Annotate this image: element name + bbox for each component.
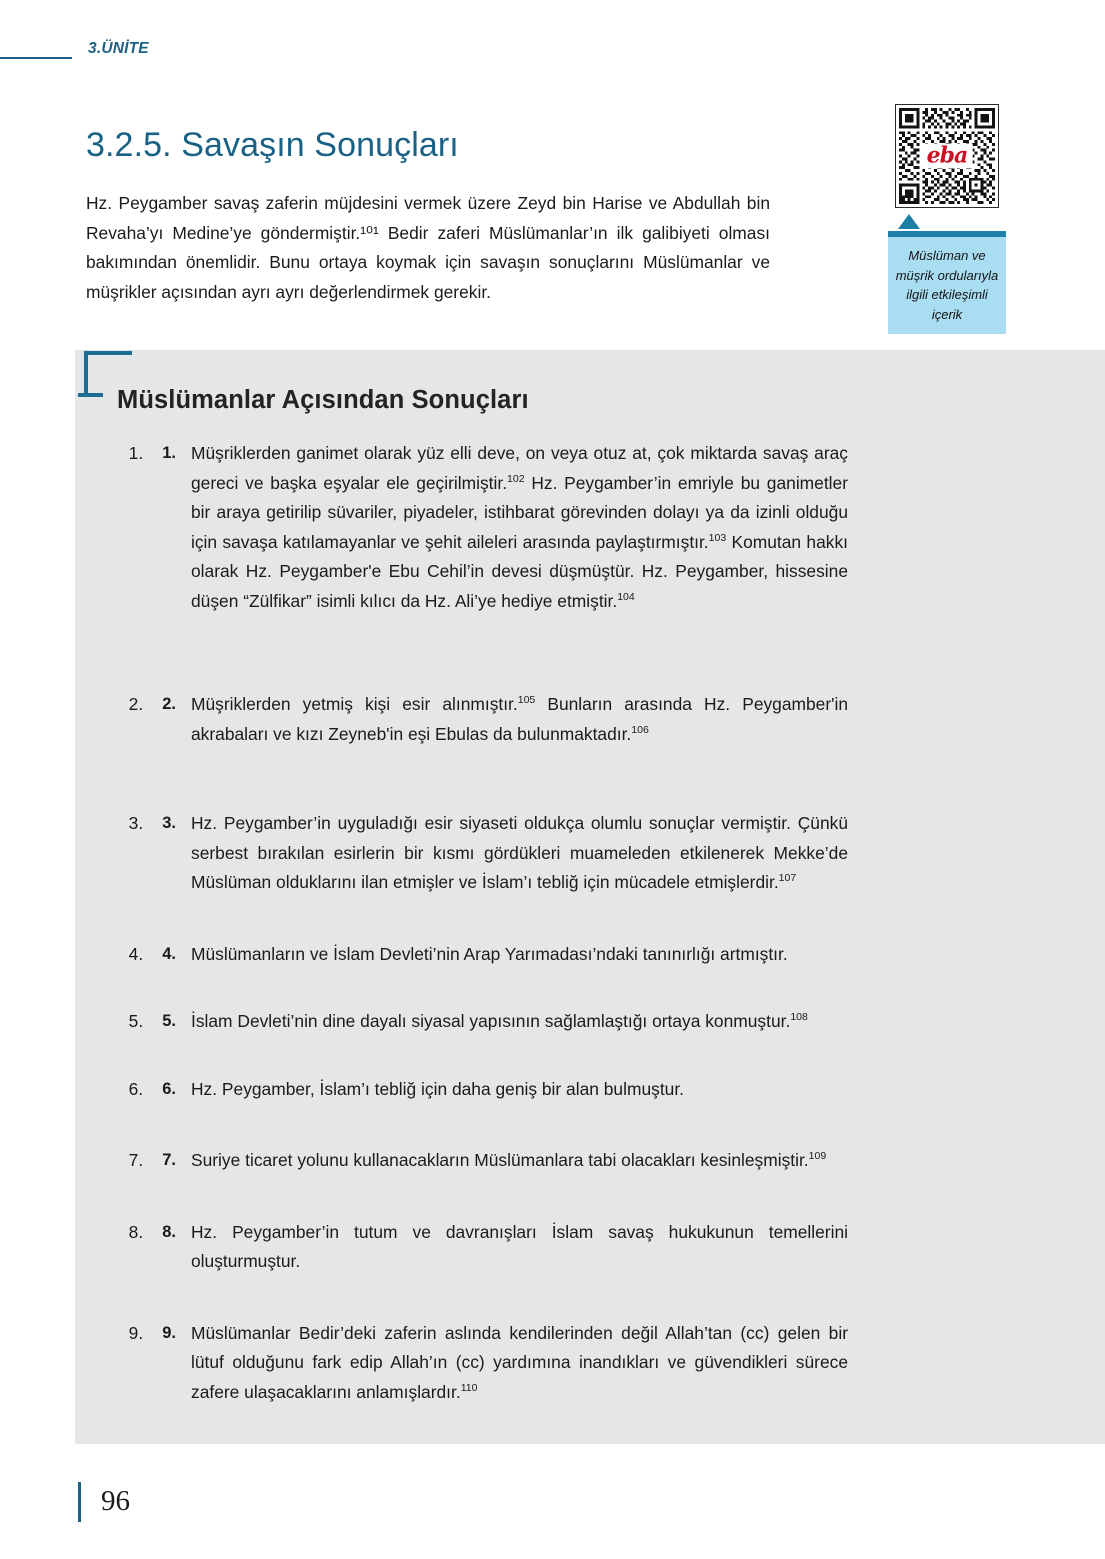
list-item <box>148 1146 848 1176</box>
running-head-rule <box>0 57 72 59</box>
bracket-top-rule <box>84 351 132 355</box>
footnote-marker: 109 <box>808 1150 827 1163</box>
bracket-foot-rule <box>78 393 103 397</box>
eba-logo: eba <box>922 144 973 169</box>
list-item <box>148 690 848 749</box>
list-item-number: 7. 7. <box>162 1151 176 1169</box>
callout-pointer-icon <box>898 214 920 229</box>
list-item-number: 4. 4. <box>162 944 176 963</box>
bracket-left-rule <box>84 351 88 397</box>
list-item-number: 8. 8. <box>162 1222 176 1241</box>
list-item-number: 2. 2. <box>162 695 176 713</box>
list-item-text: Müslümanların ve İslam Devleti’nin Arap Yarımadası’ndaki tanınırlığı artmıştır. <box>191 943 788 964</box>
eba-callout-caption: Müslüman ve müşrik ordularıyla ilgili etkileşimli içerik <box>888 231 1006 334</box>
footer-rule <box>78 1482 81 1522</box>
list-item-number: 9. 9. <box>162 1323 176 1342</box>
list-item <box>148 1218 848 1277</box>
footnote-marker: 103 <box>708 531 727 544</box>
footnote-marker: 107 <box>778 872 797 885</box>
panel-heading: Müslümanlar Açısından Sonuçları <box>117 386 529 415</box>
footnote-marker: 102 <box>507 472 525 485</box>
unit-label: 3.ÜNİTE <box>88 40 149 57</box>
footnote-marker: 105 <box>517 694 536 707</box>
eba-interactive-content-widget[interactable] <box>888 104 1006 334</box>
list-item-text: Müşriklerden yetmiş kişi esir alınmıştır.$^{105}$ Bunların arasında Hz. Peygamber'in akrabaları ve kızı Zeyneb'in eşi Ebulas da bulunmaktadır.$^{106}$ <box>191 694 849 744</box>
list-item-text: Hz. Peygamber’in tutum ve davranışları İslam savaş hukukunun temellerini oluşturmuştur. <box>191 1221 848 1271</box>
list-item-number: 6. 6. <box>162 1079 176 1098</box>
qr-code-icon[interactable] <box>895 104 999 208</box>
footnote-marker: 106 <box>631 723 649 736</box>
list-item <box>148 809 848 898</box>
list-item-number: 1. 1. <box>162 444 176 462</box>
running-head <box>0 40 300 66</box>
list-item-text: Müslümanlar Bedir’deki zaferin aslında kendilerinden değil Allah’tan (cc) gelen bir lütuf olduğunu fark edip Allah’ın (cc) yardımına inandıkları ve güvendikleri sürece zafere ulaşacaklarını anlamışlardır.$^{110}$ <box>191 1322 848 1402</box>
page-title: 3.2.5. Savaşın Sonuçları <box>86 125 459 164</box>
list-item-text: İslam Devleti’nin dine dayalı siyasal yapısının sağlamlaştığı ortaya konmuştur.$^{108}$ <box>191 1011 808 1031</box>
list-item-text: Müşriklerden ganimet olarak yüz elli deve, on veya otuz at, çok miktarda savaş araç gereci ve başka eşyalar ele geçirilmiştir.$^{102}$ Hz. Peygamber’in emriyle bu ganimetler bir araya getirilip süvariler, piyadeler, istihbarat görevinden dolayı ya da izinli olduğu için savaşa katılamayanlar ve şehit aileleri arasında paylaştırmıştır.$^{103}$ Komutan hakkı olarak Hz. Peygamber'e Ebu Cehil’in devesi düşmüştür. Hz. Peygamber, hissesine düşen “Zülfikar” isimli kılıcı da Hz. Ali’ye hediye etmiştir.$^{104}$ <box>191 443 848 611</box>
footnote-marker: 104 <box>617 590 635 603</box>
intro-paragraph: Hz. Peygamber savaş zaferin müjdesini vermek üzere Zeyd bin Harise ve Abdullah bin Revaha’yı Medine’ye göndermiştir.¹⁰¹ Bedir zaferi Müslümanlar’ın ilk galibiyeti olması bakımından önemlidir. Bunu ortaya koymak için savaşın sonuçlarını Müslümanlar ve müşrikler açısından ayrı ayrı değerlendirmek gerekir. <box>86 193 770 302</box>
list-item-number: 5. 5. <box>162 1012 176 1030</box>
list-item <box>148 940 848 970</box>
list-item-number: 3. 3. <box>162 814 176 832</box>
list-item-text: Suriye ticaret yolunu kullanacakların Müslümanlara tabi olacakları kesinleşmiştir.$^{109}$ <box>191 1150 827 1170</box>
list-item-text: Hz. Peygamber’in uyguladığı esir siyaseti oldukça olumlu sonuçlar vermiştir. Çünkü serbest bırakılan esirlerin bir kısmı gördükleri muameleden etkilenerek Mekke’de Müslüman olduklarını ilan etmişler ve İslam’ı tebliğ için mücadele etmişlerdir.$^{107}$ <box>191 813 848 892</box>
results-list <box>108 439 848 1407</box>
page-number: 96 <box>101 1485 130 1517</box>
list-item <box>148 1319 848 1408</box>
list-item-text: Hz. Peygamber, İslam’ı tebliğ için daha geniş bir alan bulmuştur. <box>191 1078 684 1099</box>
footnote-marker: 110 <box>460 1381 478 1394</box>
footnote-marker: 108 <box>790 1011 808 1024</box>
list-item <box>148 1007 848 1037</box>
list-item <box>148 439 848 616</box>
list-item <box>148 1075 848 1105</box>
